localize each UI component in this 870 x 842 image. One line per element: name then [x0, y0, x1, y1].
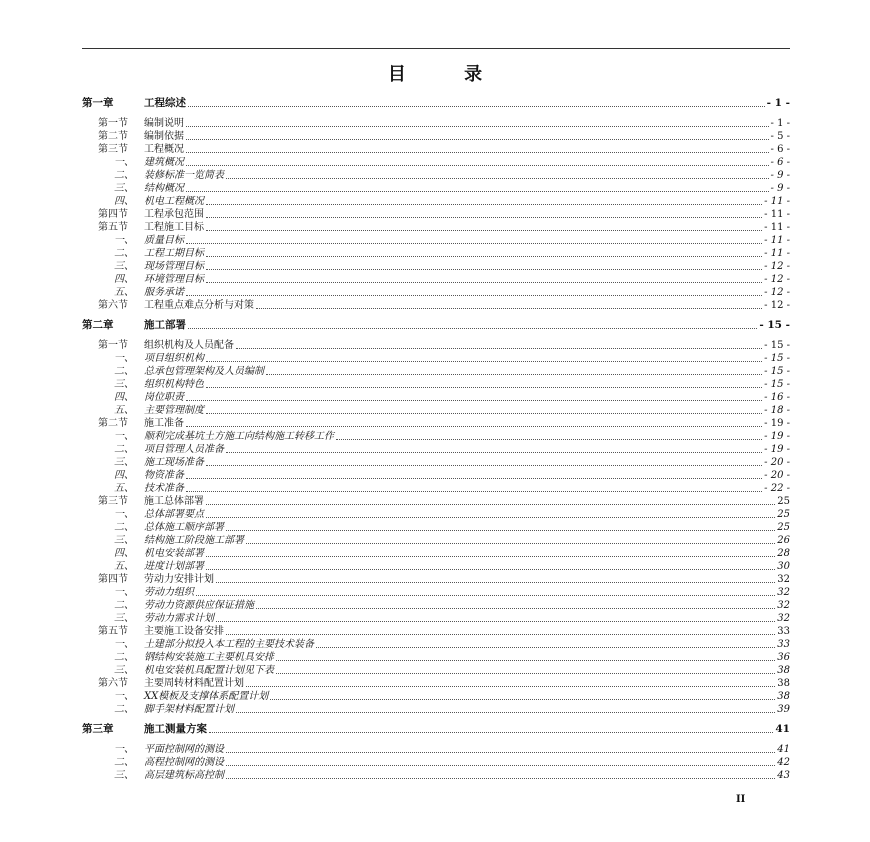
toc-entry-page: 43 [777, 770, 790, 781]
toc-item-row[interactable] [82, 637, 790, 650]
toc-entry-number: 第三节 [98, 496, 128, 507]
toc-dot-leader [246, 543, 775, 544]
toc-dot-leader [186, 491, 762, 492]
toc-entry-page: - 15 - [764, 379, 790, 390]
toc-entry-number: 第四节 [98, 574, 128, 585]
toc-entry-title: 组织机构特色 [144, 379, 204, 390]
toc-entry-page: - 11 - [764, 196, 790, 207]
toc-entry-title: 总体部署要点 [144, 509, 204, 520]
toc-item-row[interactable] [82, 181, 790, 194]
toc-dot-leader [236, 348, 762, 349]
toc-item-row[interactable] [82, 689, 790, 702]
toc-entry-page: 41 [777, 744, 790, 755]
toc-entry-page: 41 [775, 723, 790, 735]
toc-dot-leader [206, 504, 775, 505]
toc-entry-page: - 11 - [764, 222, 790, 233]
page-title: 目 录 [387, 64, 509, 85]
toc-entry-number: 第六节 [98, 678, 128, 689]
toc-entry-title: 主要周转材料配置计划 [144, 678, 244, 689]
toc-entry-page: 25 [777, 522, 790, 533]
toc-item-row[interactable] [82, 585, 790, 598]
toc-entry-title: 装修标准一览简表 [144, 170, 224, 181]
toc-entry-title: 脚手架材料配置计划 [144, 704, 234, 715]
toc-entry-title: 劳动力资源供应保证措施 [144, 600, 254, 611]
toc-item-row[interactable] [82, 351, 790, 364]
toc-dot-leader [206, 517, 775, 518]
toc-dot-leader [186, 426, 762, 427]
toc-entry-title: 主要施工设备安排 [144, 626, 224, 637]
toc-entry-number: 第三章 [82, 723, 114, 735]
toc-entry-title: 工程概况 [144, 144, 184, 155]
toc-entry-number: 一、 [114, 587, 134, 598]
toc-entry-page: 32 [777, 587, 790, 598]
toc-entry-title: 总承包管理架构及人员编制 [144, 366, 264, 377]
toc-entry-number: 五、 [114, 287, 134, 298]
toc-entry-number: 四、 [114, 392, 134, 403]
toc-entry-number: 第五节 [98, 626, 128, 637]
toc-entry-page: - 11 - [764, 235, 790, 246]
toc-entry-page: - 18 - [764, 405, 790, 416]
toc-entry-number: 第六节 [98, 300, 128, 311]
toc-entry-page: 38 [777, 665, 790, 676]
toc-item-row[interactable] [82, 755, 790, 768]
toc-entry-title: 施工测量方案 [144, 723, 207, 735]
toc-chapter-row[interactable] [82, 96, 790, 109]
toc-entry-title: 施工总体部署 [144, 496, 204, 507]
toc-dot-leader [246, 686, 775, 687]
toc-dot-leader [206, 361, 762, 362]
toc-section-row[interactable] [82, 572, 790, 585]
toc-dot-leader [209, 732, 773, 733]
toc-entry-page: 26 [777, 535, 790, 546]
toc-entry-number: 第一节 [98, 118, 128, 129]
toc-entry-page: 33 [777, 639, 790, 650]
toc-dot-leader [206, 556, 775, 557]
toc-dot-leader [226, 752, 775, 753]
toc-entry-page: 38 [777, 691, 790, 702]
toc-entry-title: 顺利完成基坑土方施工向结构施工转移工作 [144, 431, 334, 442]
toc-entry-title: 主要管理制度 [144, 405, 204, 416]
toc-section-row[interactable] [82, 416, 790, 429]
toc-entry-number: 四、 [114, 548, 134, 559]
toc-entry-page: 30 [777, 561, 790, 572]
toc-entry-page: - 1 - [766, 97, 790, 109]
toc-item-row[interactable] [82, 768, 790, 781]
toc-entry-page: - 6 - [770, 144, 790, 155]
toc-entry-title: 结构概况 [144, 183, 184, 194]
toc-item-row[interactable] [82, 481, 790, 494]
toc-dot-leader [206, 230, 762, 231]
toc-entry-title: 项目管理人员准备 [144, 444, 224, 455]
toc-dot-leader [206, 282, 762, 283]
toc-entry-number: 一、 [114, 639, 134, 650]
toc-dot-leader [216, 621, 775, 622]
toc-entry-page: - 20 - [764, 457, 790, 468]
toc-item-row[interactable] [82, 611, 790, 624]
toc-dot-leader [186, 191, 769, 192]
toc-entry-title: 物资准备 [144, 470, 184, 481]
toc-item-row[interactable] [82, 259, 790, 272]
toc-entry-title: 机电工程概况 [144, 196, 204, 207]
toc-item-row[interactable] [82, 403, 790, 416]
toc-entry-number: 二、 [114, 522, 134, 533]
toc-entry-page: - 15 - [764, 366, 790, 377]
toc-entry-page: 32 [777, 613, 790, 624]
toc-entry-page: - 12 - [764, 261, 790, 272]
toc-item-row[interactable] [82, 546, 790, 559]
toc-section-row[interactable] [82, 676, 790, 689]
toc-entry-number: 三、 [114, 770, 134, 781]
toc-dot-leader [196, 595, 775, 596]
toc-entry-page: - 15 - [764, 353, 790, 364]
toc-item-row[interactable] [82, 650, 790, 663]
toc-section-row[interactable] [82, 624, 790, 637]
toc-entry-number: 第二节 [98, 418, 128, 429]
toc-section-row[interactable] [82, 116, 790, 129]
toc-dot-leader [226, 178, 769, 179]
toc-entry-number: 二、 [114, 170, 134, 181]
toc-entry-page: - 20 - [764, 470, 790, 481]
toc-entry-title: 施工部署 [144, 319, 186, 331]
toc-entry-title: 编制依据 [144, 131, 184, 142]
toc-entry-number: 二、 [114, 652, 134, 663]
toc-section-row[interactable] [82, 494, 790, 507]
toc-dot-leader [316, 647, 775, 648]
toc-entry-page: - 22 - [764, 483, 790, 494]
toc-dot-leader [206, 204, 762, 205]
toc-dot-leader [186, 152, 769, 153]
toc-dot-leader [256, 308, 762, 309]
toc-entry-title: 岗位职责 [144, 392, 184, 403]
toc-item-row[interactable] [82, 742, 790, 755]
toc-entry-page: 38 [777, 678, 790, 689]
toc-entry-number: 第一节 [98, 340, 128, 351]
toc-entry-title: 质量目标 [144, 235, 184, 246]
toc-entry-number: 一、 [114, 235, 134, 246]
toc-entry-number: 四、 [114, 470, 134, 481]
toc-entry-number: 第五节 [98, 222, 128, 233]
toc-chapter-row[interactable] [82, 318, 790, 331]
toc-entry-number: 五、 [114, 561, 134, 572]
toc-section-row[interactable] [82, 142, 790, 155]
toc-item-row[interactable] [82, 455, 790, 468]
toc-dot-leader [226, 778, 775, 779]
toc-entry-title: 劳动力组织 [144, 587, 194, 598]
toc-entry-title: 机电安装机具配置计划见下表 [144, 665, 274, 676]
toc-dot-leader [216, 582, 775, 583]
toc-entry-title: 平面控制网的测设 [144, 744, 224, 755]
toc-section-row[interactable] [82, 129, 790, 142]
toc-item-row[interactable] [82, 507, 790, 520]
toc-item-row[interactable] [82, 702, 790, 715]
toc-entry-page: - 11 - [764, 209, 790, 220]
toc-item-row[interactable] [82, 194, 790, 207]
toc-entry-number: 一、 [114, 691, 134, 702]
toc-entry-page: - 5 - [770, 131, 790, 142]
toc-dot-leader [226, 765, 775, 766]
toc-item-row[interactable] [82, 364, 790, 377]
toc-item-row[interactable] [82, 468, 790, 481]
toc-entry-page: - 12 - [764, 274, 790, 285]
toc-entry-title: 土建部分拟投入本工程的主要技术装备 [144, 639, 314, 650]
toc-dot-leader [186, 478, 762, 479]
toc-entry-page: - 9 - [770, 183, 790, 194]
toc-dot-leader [206, 465, 762, 466]
toc-entry-number: 一、 [114, 744, 134, 755]
toc-dot-leader [186, 126, 769, 127]
toc-dot-leader [188, 328, 757, 329]
toc-dot-leader [226, 634, 775, 635]
toc-entry-number: 一、 [114, 509, 134, 520]
toc-entry-number: 四、 [114, 196, 134, 207]
toc-entry-page: - 15 - [759, 319, 790, 331]
toc-entry-title: 劳动力需求计划 [144, 613, 214, 624]
toc-dot-leader [206, 256, 762, 257]
toc-section-row[interactable] [82, 207, 790, 220]
toc-entry-title: 工程施工目标 [144, 222, 204, 233]
toc-dot-leader [270, 699, 775, 700]
toc-entry-title: 总体施工顺序部署 [144, 522, 224, 533]
toc-entry-number: 三、 [114, 665, 134, 676]
toc-item-row[interactable] [82, 429, 790, 442]
toc-entry-number: 一、 [114, 353, 134, 364]
toc-entry-number: 二、 [114, 757, 134, 768]
toc-entry-number: 第二章 [82, 319, 114, 331]
toc-entry-title: 高程控制网的测设 [144, 757, 224, 768]
toc-item-row[interactable] [82, 377, 790, 390]
toc-entry-number: 三、 [114, 535, 134, 546]
toc-entry-page: - 19 - [764, 431, 790, 442]
toc-entry-title: 服务承诺 [144, 287, 184, 298]
toc-item-row[interactable] [82, 272, 790, 285]
toc-entry-title: 现场管理目标 [144, 261, 204, 272]
toc-entry-title: 进度计划部署 [144, 561, 204, 572]
toc-entry-page: 36 [777, 652, 790, 663]
toc-entry-number: 三、 [114, 183, 134, 194]
toc-entry-title: 施工准备 [144, 418, 184, 429]
toc-entry-title: 工程重点难点分析与对策 [144, 300, 254, 311]
toc-item-row[interactable] [82, 285, 790, 298]
toc-entry-page: - 6 - [770, 157, 790, 168]
toc-entry-number: 第二节 [98, 131, 128, 142]
toc-entry-number: 第四节 [98, 209, 128, 220]
toc-dot-leader [206, 387, 762, 388]
toc-entry-title: 组织机构及人员配备 [144, 340, 234, 351]
toc-section-row[interactable] [82, 220, 790, 233]
header-rule [82, 48, 790, 49]
toc-entry-title: 工程承包范围 [144, 209, 204, 220]
toc-item-row[interactable] [82, 155, 790, 168]
toc-entry-number: 五、 [114, 483, 134, 494]
toc-item-row[interactable] [82, 233, 790, 246]
toc-entry-number: 三、 [114, 379, 134, 390]
toc-entry-number: 二、 [114, 444, 134, 455]
toc-item-row[interactable] [82, 442, 790, 455]
toc-entry-page: 33 [777, 626, 790, 637]
toc-entry-page: - 15 - [764, 340, 790, 351]
toc-entry-page: 32 [777, 600, 790, 611]
toc-entry-title: 工程综述 [144, 97, 186, 109]
toc-item-row[interactable] [82, 390, 790, 403]
toc-entry-page: - 9 - [770, 170, 790, 181]
toc-entry-title: XX模板及支撑体系配置计划 [144, 691, 269, 702]
toc-entry-title: 工程工期目标 [144, 248, 204, 259]
toc-entry-number: 五、 [114, 405, 134, 416]
toc-entry-title: 技术准备 [144, 483, 184, 494]
toc-entry-page: 25 [777, 496, 790, 507]
toc-entry-title: 编制说明 [144, 118, 184, 129]
toc-entry-page: 32 [777, 574, 790, 585]
toc-entry-title: 机电安装部署 [144, 548, 204, 559]
toc-item-row[interactable] [82, 168, 790, 181]
toc-entry-title: 结构施工阶段施工部署 [144, 535, 244, 546]
toc-entry-number: 二、 [114, 366, 134, 377]
toc-item-row[interactable] [82, 598, 790, 611]
toc-entry-number: 三、 [114, 613, 134, 624]
toc-dot-leader [186, 243, 762, 244]
toc-entry-page: - 16 - [764, 392, 790, 403]
toc-entry-page: - 12 - [764, 287, 790, 298]
toc-entry-number: 二、 [114, 248, 134, 259]
toc-dot-leader [206, 269, 762, 270]
toc-dot-leader [186, 165, 769, 166]
toc-entry-page: - 19 - [764, 444, 790, 455]
toc-item-row[interactable] [82, 520, 790, 533]
toc-section-row[interactable] [82, 338, 790, 351]
toc-entry-number: 二、 [114, 600, 134, 611]
toc-entry-page: 39 [777, 704, 790, 715]
toc-entry-title: 环境管理目标 [144, 274, 204, 285]
toc-section-row[interactable] [82, 298, 790, 311]
toc-dot-leader [236, 712, 775, 713]
toc-entry-title: 劳动力安排计划 [144, 574, 214, 585]
toc-entry-title: 施工现场准备 [144, 457, 204, 468]
toc-dot-leader [186, 139, 769, 140]
toc-dot-leader [186, 400, 762, 401]
toc-dot-leader [276, 660, 775, 661]
toc-entry-title: 建筑概况 [144, 157, 184, 168]
toc-dot-leader [266, 374, 762, 375]
toc-dot-leader [226, 530, 775, 531]
toc-entry-page: - 11 - [764, 248, 790, 259]
toc-dot-leader [206, 413, 762, 414]
toc-entry-page: 28 [777, 548, 790, 559]
toc-entry-title: 项目组织机构 [144, 353, 204, 364]
toc-entry-title: 高层建筑标高控制 [144, 770, 224, 781]
toc-entry-number: 三、 [114, 457, 134, 468]
toc-entry-title: 钢结构安装施工主要机具安排 [144, 652, 274, 663]
toc-entry-number: 四、 [114, 274, 134, 285]
toc-item-row[interactable] [82, 559, 790, 572]
toc-item-row[interactable] [82, 533, 790, 546]
toc-entry-page: - 12 - [764, 300, 790, 311]
toc-dot-leader [206, 217, 762, 218]
toc-dot-leader [256, 608, 775, 609]
toc-dot-leader [276, 673, 775, 674]
toc-entry-page: 25 [777, 509, 790, 520]
toc-dot-leader [188, 106, 765, 107]
toc-entry-number: 第三节 [98, 144, 128, 155]
toc-entry-page: - 1 - [770, 118, 790, 129]
page-number: II [736, 794, 746, 805]
toc-dot-leader [336, 439, 762, 440]
toc-item-row[interactable] [82, 246, 790, 259]
toc-dot-leader [186, 295, 762, 296]
toc-entry-number: 第一章 [82, 97, 114, 109]
toc-entry-number: 一、 [114, 157, 134, 168]
toc-entry-page: - 19 - [764, 418, 790, 429]
toc-dot-leader [226, 452, 762, 453]
toc-item-row[interactable] [82, 663, 790, 676]
toc-entry-page: 42 [777, 757, 790, 768]
toc-entry-number: 三、 [114, 261, 134, 272]
toc-entry-number: 二、 [114, 704, 134, 715]
toc-dot-leader [206, 569, 775, 570]
toc-chapter-row[interactable] [82, 722, 790, 735]
toc-entry-number: 一、 [114, 431, 134, 442]
